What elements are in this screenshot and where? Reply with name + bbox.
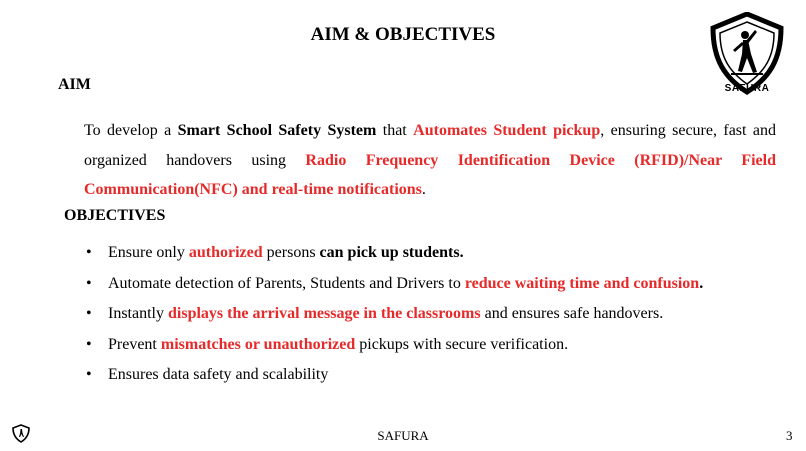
- objective-text-run: pickups with secure verification.: [355, 335, 569, 353]
- objective-text-run: Ensure only: [108, 244, 189, 261]
- objectives-heading: OBJECTIVES: [64, 207, 166, 224]
- objective-text-run: Ensures data safety and scalability: [108, 366, 329, 383]
- aim-text-run: that: [376, 122, 414, 139]
- objective-item: [86, 365, 703, 396]
- bullet-icon: •: [86, 335, 92, 353]
- objectives-list: [86, 243, 703, 396]
- objective-text-run: and ensures safe handovers.: [480, 305, 664, 322]
- bullet-icon: •: [86, 305, 92, 322]
- aim-heading: AIM: [58, 76, 91, 93]
- bullet-icon: •: [86, 244, 92, 261]
- objective-text-run: authorized: [188, 244, 263, 261]
- slide-title: AIM & OBJECTIVES: [310, 24, 496, 45]
- objective-item: [86, 304, 703, 335]
- aim-text-run: .: [421, 181, 426, 198]
- bullet-icon: •: [86, 274, 92, 292]
- objective-text-run: mismatches or unauthorized: [160, 335, 356, 353]
- objective-text-run: reduce waiting time and confusion: [464, 274, 700, 292]
- aim-text-run: Smart School Safety System: [177, 122, 377, 139]
- bullet-icon: •: [86, 366, 92, 383]
- objective-text-run: Instantly: [108, 305, 168, 322]
- footer-title: SAFURA: [377, 428, 429, 443]
- aim-text-run: , ensuring secure, fast and organized handovers using: [84, 122, 776, 169]
- page-number: 3: [786, 428, 793, 443]
- objective-text-run: can pick up students.: [319, 244, 464, 261]
- objective-item: [86, 335, 703, 366]
- objective-item: [86, 243, 703, 274]
- objective-item: [86, 274, 703, 305]
- aim-text-run: Radio Frequency Identification Device (RFID)/Near Field Communication(NFC) and real-time notifications: [84, 151, 777, 198]
- objective-text-run: displays the arrival message in the classrooms: [168, 305, 481, 322]
- logo-text: SAFURA: [724, 83, 770, 94]
- objective-text-run: Automate detection of Parents, Students and Drivers to: [108, 274, 465, 292]
- aim-text-run: Automates Student pickup: [413, 122, 601, 139]
- objective-text-run: persons: [262, 244, 320, 261]
- aim-text-run: To develop a: [84, 122, 178, 139]
- objective-text-run: Prevent: [108, 335, 161, 353]
- aim-paragraph: [84, 116, 776, 205]
- objective-text-run: .: [699, 274, 704, 292]
